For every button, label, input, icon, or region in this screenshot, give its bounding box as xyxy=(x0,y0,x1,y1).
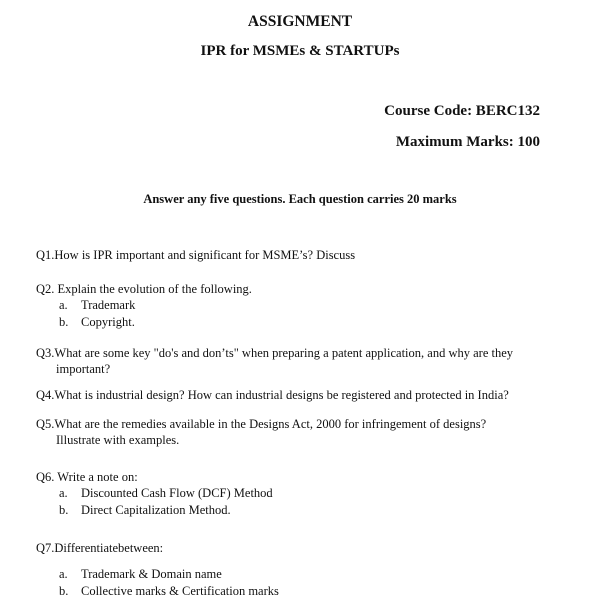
question-6 xyxy=(36,469,138,485)
sub-text: Trademark & Domain name xyxy=(81,567,222,581)
sub-text: Copyright. xyxy=(81,315,135,329)
sub-item xyxy=(59,298,135,313)
sub-marker: b. xyxy=(59,315,69,329)
course-subtitle: IPR for MSMEs & STARTUPs xyxy=(200,43,400,59)
question-5 xyxy=(36,416,486,448)
assignment-title: ASSIGNMENT xyxy=(247,13,353,30)
sub-text: Direct Capitalization Method. xyxy=(81,503,231,517)
sub-text: Trademark xyxy=(81,298,136,312)
sub-item xyxy=(59,315,135,330)
question-text-continued: important? xyxy=(56,362,111,376)
sub-marker: a. xyxy=(59,298,68,312)
sub-item xyxy=(59,584,279,599)
question-7 xyxy=(36,540,163,556)
maximum-marks: Maximum Marks: 100 xyxy=(395,134,540,150)
sub-marker: a. xyxy=(59,486,68,500)
question-3 xyxy=(36,345,513,377)
question-text: Q7.Differentiatebetween: xyxy=(36,541,164,555)
sub-text: Discounted Cash Flow (DCF) Method xyxy=(81,486,273,500)
question-text: Q1.How is IPR important and significant for MSME’s? Discuss xyxy=(36,248,356,262)
question-text-continued: Illustrate with examples. xyxy=(56,433,180,447)
question-2 xyxy=(36,281,252,297)
question-text: Q4.What is industrial design? How can industrial designs be registered and protected in India? xyxy=(36,388,509,402)
course-code: Course Code: BERC132 xyxy=(384,103,540,119)
sub-marker: a. xyxy=(59,567,68,581)
sub-text: Collective marks & Certification marks xyxy=(81,584,279,598)
sub-marker: b. xyxy=(59,503,69,517)
question-text: Q3.What are some key "do's and don’ts" when preparing a patent application, and why are they xyxy=(36,346,514,360)
question-text: Q2. Explain the evolution of the following. xyxy=(36,282,252,296)
sub-item xyxy=(59,486,273,501)
question-text: Q6. Write a note on: xyxy=(36,470,138,484)
sub-marker: b. xyxy=(59,584,69,598)
question-text: Q5.What are the remedies available in the Designs Act, 2000 for infringement of designs? xyxy=(36,417,487,431)
question-1 xyxy=(36,247,355,263)
instructions: Answer any five questions. Each question carries 20 marks xyxy=(143,192,457,206)
sub-item xyxy=(59,567,222,582)
sub-item xyxy=(59,503,231,518)
question-4 xyxy=(36,387,509,403)
